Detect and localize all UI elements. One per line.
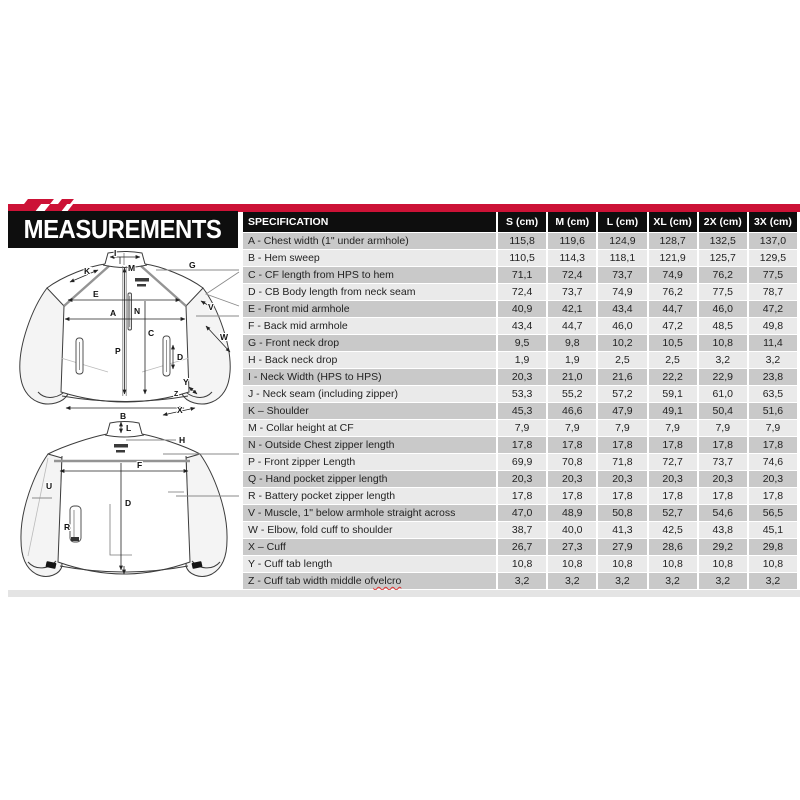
milwaukee-logo [135,278,149,287]
value-cell: 73,7 [699,454,747,470]
value-cell: 7,9 [749,420,797,436]
value-cell: 26,7 [498,539,546,555]
label-A: A [110,308,117,318]
value-cell: 10,8 [498,556,546,572]
value-cell: 38,7 [498,522,546,538]
value-cell: 71,8 [598,454,646,470]
value-cell: 76,2 [699,267,747,283]
value-cell: 3,2 [598,573,646,589]
value-cell: 59,1 [649,386,697,402]
spec-cell: G - Front neck drop [243,335,496,351]
milwaukee-logo-back [114,444,128,453]
value-cell: 17,8 [548,437,596,453]
spec-cell: P - Front zipper Length [243,454,496,470]
spec-cell: X – Cuff [243,539,496,555]
value-cell: 118,1 [598,250,646,266]
value-cell: 22,9 [699,369,747,385]
value-cell: 53,3 [498,386,546,402]
label-B: B [120,411,127,420]
value-cell: 119,6 [548,233,596,249]
back-collar [105,422,144,438]
label-N: N [134,306,141,316]
column-header: XL (cm) [649,212,697,232]
value-cell: 21,0 [548,369,596,385]
value-cell: 17,8 [598,437,646,453]
value-cell: 20,3 [498,471,546,487]
value-cell: 137,0 [749,233,797,249]
label-K: K [84,266,91,276]
label-D: D [125,498,132,508]
column-header: L (cm) [598,212,646,232]
spec-cell: W - Elbow, fold cuff to shoulder [243,522,496,538]
label-V: V [208,302,214,312]
value-cell: 10,8 [699,335,747,351]
value-cell: 10,8 [598,556,646,572]
spec-cell: V - Muscle, 1" below armhole straight across [243,505,496,521]
value-cell: 17,8 [749,437,797,453]
spec-cell: C - CF length from HPS to hem [243,267,496,283]
value-cell: 10,8 [649,556,697,572]
value-cell: 63,5 [749,386,797,402]
value-cell: 43,4 [598,301,646,317]
value-cell: 21,6 [598,369,646,385]
value-cell: 74,9 [649,267,697,283]
spec-cell: H - Back neck drop [243,352,496,368]
label-X: X [177,405,183,415]
label-P: P [115,346,121,356]
value-cell: 29,8 [749,539,797,555]
label-W: W [220,332,229,342]
value-cell: 22,2 [649,369,697,385]
back-battery-pocket [70,506,81,542]
bottom-strip [8,590,800,597]
spec-cell: B - Hem sweep [243,250,496,266]
spec-cell: F - Back mid armhole [243,318,496,334]
value-cell: 27,3 [548,539,596,555]
value-cell: 17,8 [498,437,546,453]
value-cell: 47,2 [749,301,797,317]
label-U: U [46,481,53,491]
value-cell: 20,3 [498,369,546,385]
value-cell: 10,2 [598,335,646,351]
column-header: SPECIFICATION [243,212,496,232]
value-cell: 3,2 [699,352,747,368]
value-cell: 72,7 [649,454,697,470]
spec-cell: J - Neck seam (including zipper) [243,386,496,402]
value-cell: 128,7 [649,233,697,249]
value-cell: 3,2 [749,352,797,368]
value-cell: 74,9 [598,284,646,300]
label-F: F [137,460,143,470]
value-cell: 17,8 [548,488,596,504]
value-cell: 20,3 [598,471,646,487]
label-H: H [179,435,186,445]
label-Y: Y [183,377,189,387]
value-cell: 46,0 [699,301,747,317]
value-cell: 11,4 [749,335,797,351]
value-cell: 9,8 [548,335,596,351]
value-cell: 45,3 [498,403,546,419]
value-cell: 52,7 [649,505,697,521]
value-cell: 20,3 [548,471,596,487]
spec-cell: K – Shoulder [243,403,496,419]
value-cell: 7,9 [548,420,596,436]
value-cell: 28,6 [649,539,697,555]
value-cell: 27,9 [598,539,646,555]
page-title: MEASUREMENTS [24,214,222,244]
value-cell: 48,5 [699,318,747,334]
value-cell: 7,9 [699,420,747,436]
value-cell: 17,8 [498,488,546,504]
value-cell: 29,2 [699,539,747,555]
value-cell: 17,8 [699,488,747,504]
value-cell: 61,0 [699,386,747,402]
measurements-banner [8,211,238,248]
value-cell: 47,9 [598,403,646,419]
value-cell: 40,0 [548,522,596,538]
value-cell: 78,7 [749,284,797,300]
value-cell: 47,0 [498,505,546,521]
value-cell: 121,9 [649,250,697,266]
value-cell: 17,8 [598,488,646,504]
value-cell: 42,5 [649,522,697,538]
value-cell: 70,8 [548,454,596,470]
spec-cell: E - Front mid armhole [243,301,496,317]
value-cell: 46,0 [598,318,646,334]
value-cell: 73,7 [548,284,596,300]
value-cell: 55,2 [548,386,596,402]
value-cell: 54,6 [699,505,747,521]
spec-cell: M - Collar height at CF [243,420,496,436]
value-cell: 1,9 [498,352,546,368]
value-cell: 20,3 [649,471,697,487]
value-cell: 48,9 [548,505,596,521]
value-cell: 10,8 [699,556,747,572]
front-collar [103,252,147,268]
value-cell: 76,2 [649,284,697,300]
column-header: 2X (cm) [699,212,747,232]
label-Z: Z [174,391,179,398]
value-cell: 50,4 [699,403,747,419]
label-D: D [177,352,184,362]
value-cell: 17,8 [749,488,797,504]
value-cell: 124,9 [598,233,646,249]
value-cell: 49,8 [749,318,797,334]
value-cell: 44,7 [649,301,697,317]
column-header: 3X (cm) [749,212,797,232]
value-cell: 43,8 [699,522,747,538]
value-cell: 3,2 [498,573,546,589]
value-cell: 17,8 [699,437,747,453]
value-cell: 46,6 [548,403,596,419]
value-cell: 40,9 [498,301,546,317]
value-cell: 3,2 [699,573,747,589]
value-cell: 7,9 [498,420,546,436]
spec-cell: A - Chest width (1" under armhole) [243,233,496,249]
value-cell: 7,9 [649,420,697,436]
value-cell: 129,5 [749,250,797,266]
value-cell: 72,4 [548,267,596,283]
value-cell: 69,9 [498,454,546,470]
value-cell: 77,5 [749,267,797,283]
value-cell: 110,5 [498,250,546,266]
value-cell: 57,2 [598,386,646,402]
label-C: C [148,328,155,338]
value-cell: 10,8 [548,556,596,572]
value-cell: 114,3 [548,250,596,266]
value-cell: 50,8 [598,505,646,521]
column-header: M (cm) [548,212,596,232]
value-cell: 47,2 [649,318,697,334]
spec-cell: Y - Cuff tab length [243,556,496,572]
label-R: R [64,522,71,532]
value-cell: 56,5 [749,505,797,521]
value-cell: 1,9 [548,352,596,368]
value-cell: 115,8 [498,233,546,249]
value-cell: 7,9 [598,420,646,436]
value-cell: 72,4 [498,284,546,300]
label-I: I [114,248,117,258]
label-M: M [128,263,136,273]
jacket-back-diagram [8,418,240,590]
front-torso [47,264,203,402]
value-cell: 20,3 [749,471,797,487]
value-cell: 41,3 [598,522,646,538]
value-cell: 3,2 [649,573,697,589]
jacket-front-diagram [8,248,240,420]
value-cell: 3,2 [548,573,596,589]
value-cell: 51,6 [749,403,797,419]
value-cell: 2,5 [649,352,697,368]
value-cell: 49,1 [649,403,697,419]
label-G: G [189,260,196,270]
value-cell: 44,7 [548,318,596,334]
size-table [243,212,797,589]
spec-cell: R - Battery pocket zipper length [243,488,496,504]
value-cell: 125,7 [699,250,747,266]
value-cell: 71,1 [498,267,546,283]
column-header: S (cm) [498,212,546,232]
value-cell: 3,2 [749,573,797,589]
value-cell: 20,3 [699,471,747,487]
value-cell: 10,5 [649,335,697,351]
value-cell: 77,5 [699,284,747,300]
label-E: E [93,289,99,299]
value-cell: 45,1 [749,522,797,538]
value-cell: 43,4 [498,318,546,334]
value-cell: 17,8 [649,437,697,453]
spec-cell: D - CB Body length from neck seam [243,284,496,300]
value-cell: 10,8 [749,556,797,572]
value-cell: 23,8 [749,369,797,385]
value-cell: 42,1 [548,301,596,317]
label-L: L [126,423,132,433]
spec-cell: I - Neck Width (HPS to HPS) [243,369,496,385]
value-cell: 9,5 [498,335,546,351]
back-torso [48,434,200,574]
value-cell: 132,5 [699,233,747,249]
value-cell: 74,6 [749,454,797,470]
value-cell: 17,8 [649,488,697,504]
value-cell: 2,5 [598,352,646,368]
value-cell: 73,7 [598,267,646,283]
spec-cell: N - Outside Chest zipper length [243,437,496,453]
spec-cell: Z - Cuff tab width middle of velcro [243,573,496,589]
spec-cell: Q - Hand pocket zipper length [243,471,496,487]
